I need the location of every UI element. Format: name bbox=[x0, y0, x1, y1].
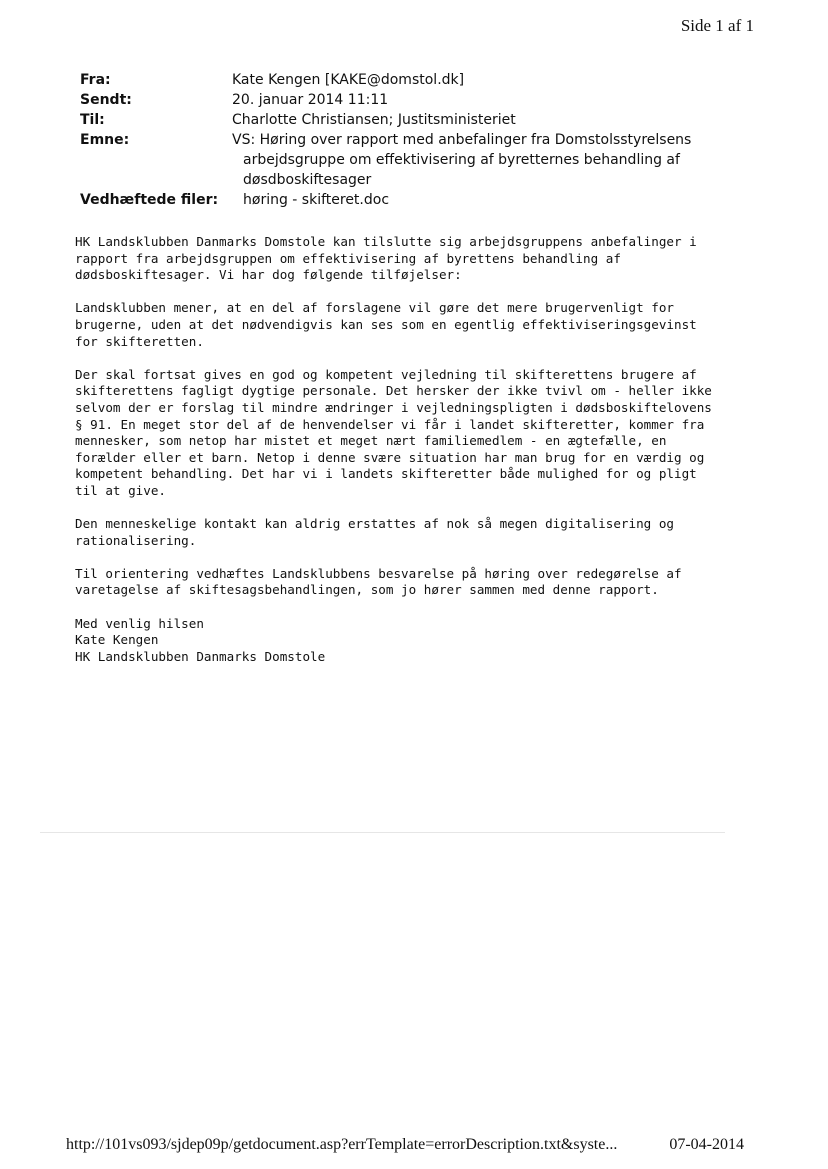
footer-date: 07-04-2014 bbox=[669, 1136, 744, 1153]
attachment-link[interactable]: høring - skifteret.doc bbox=[243, 192, 390, 208]
body-paragraph-3: Der skal fortsat gives en god og kompetent vejledning til skifterettens brugere af skifterettens fagligt dygtige personale. Det hersker der ikke tvivl om - heller ikke selvom der er forslag til mindre ændringer i vejledningspligten i dødsboskiftelovens § 91. En meget stor del af de henvendelser vi får i landet skifteretter, kommer fra mennesker, som netop har mistet et meget nært familiemedlem - en ægtefælle, en forælder eller et barn. Netop i denne svære situation har man brug for en værdig og kompetent behandling. Det har vi i landets skifteretter både mulighed for og pligt til at give. bbox=[75, 366, 712, 498]
to-row bbox=[80, 110, 780, 130]
signature bbox=[75, 616, 765, 666]
to-value: Charlotte Christiansen; Justitsministeriet bbox=[232, 112, 516, 128]
page-number-label: Side 1 af 1 bbox=[680, 16, 754, 35]
signature-greeting: Med venlig hilsen bbox=[75, 615, 204, 631]
footer-url: http://101vs093/sjdep09p/getdocument.asp?errTemplate=errorDescription.txt&syste... bbox=[66, 1136, 618, 1153]
signature-name: Kate Kengen bbox=[75, 632, 159, 648]
subject-line-2: arbejdsgruppe om effektivisering af byretternes behandling af bbox=[243, 152, 680, 168]
body-paragraph-1: HK Landsklubben Danmarks Domstole kan tilslutte sig arbejdsgruppens anbefalinger i rapport fra arbejdsgruppen om effektivisering af byrettens behandling af dødsboskiftesager. Vi har dog følgende tilføjelser: bbox=[75, 234, 697, 283]
email-header bbox=[80, 70, 780, 210]
to-label: Til: bbox=[80, 112, 105, 128]
from-label: Fra: bbox=[80, 72, 111, 88]
sent-value: 20. januar 2014 11:11 bbox=[232, 92, 389, 108]
attachments-label: Vedhæftede filer: bbox=[80, 192, 219, 208]
sent-label: Sendt: bbox=[80, 92, 132, 108]
subject-label: Emne: bbox=[80, 132, 130, 148]
subject-line-3: døsdboskiftesager bbox=[243, 172, 372, 188]
body-paragraph-2: Landsklubben mener, at en del af forslagene vil gøre det mere brugervenligt for brugerne, uden at det nødvendigvis kan ses som en egentlig effektiviseringsgevinst for skifteretten. bbox=[75, 300, 697, 349]
sent-row bbox=[80, 90, 780, 110]
from-value: Kate Kengen [KAKE@domstol.dk] bbox=[232, 72, 465, 88]
attachments-row bbox=[80, 190, 780, 210]
from-row bbox=[80, 70, 780, 90]
subject-row bbox=[80, 130, 780, 190]
subject-value bbox=[232, 130, 780, 190]
subject-line-1: VS: Høring over rapport med anbefalinger fra Domstolsstyrelsens bbox=[232, 132, 692, 148]
body-paragraph-4: Den menneskelige kontakt kan aldrig erstattes af nok så megen digitalisering og rationalisering. bbox=[75, 516, 674, 548]
signature-organization: HK Landsklubben Danmarks Domstole bbox=[75, 648, 326, 664]
body-paragraph-5: Til orientering vedhæftes Landsklubbens besvarelse på høring over redegørelse af varetagelse af skiftesagsbehandlingen, som jo hører sammen med denne rapport. bbox=[75, 565, 682, 598]
scan-divider bbox=[40, 832, 725, 833]
email-body bbox=[75, 234, 765, 665]
